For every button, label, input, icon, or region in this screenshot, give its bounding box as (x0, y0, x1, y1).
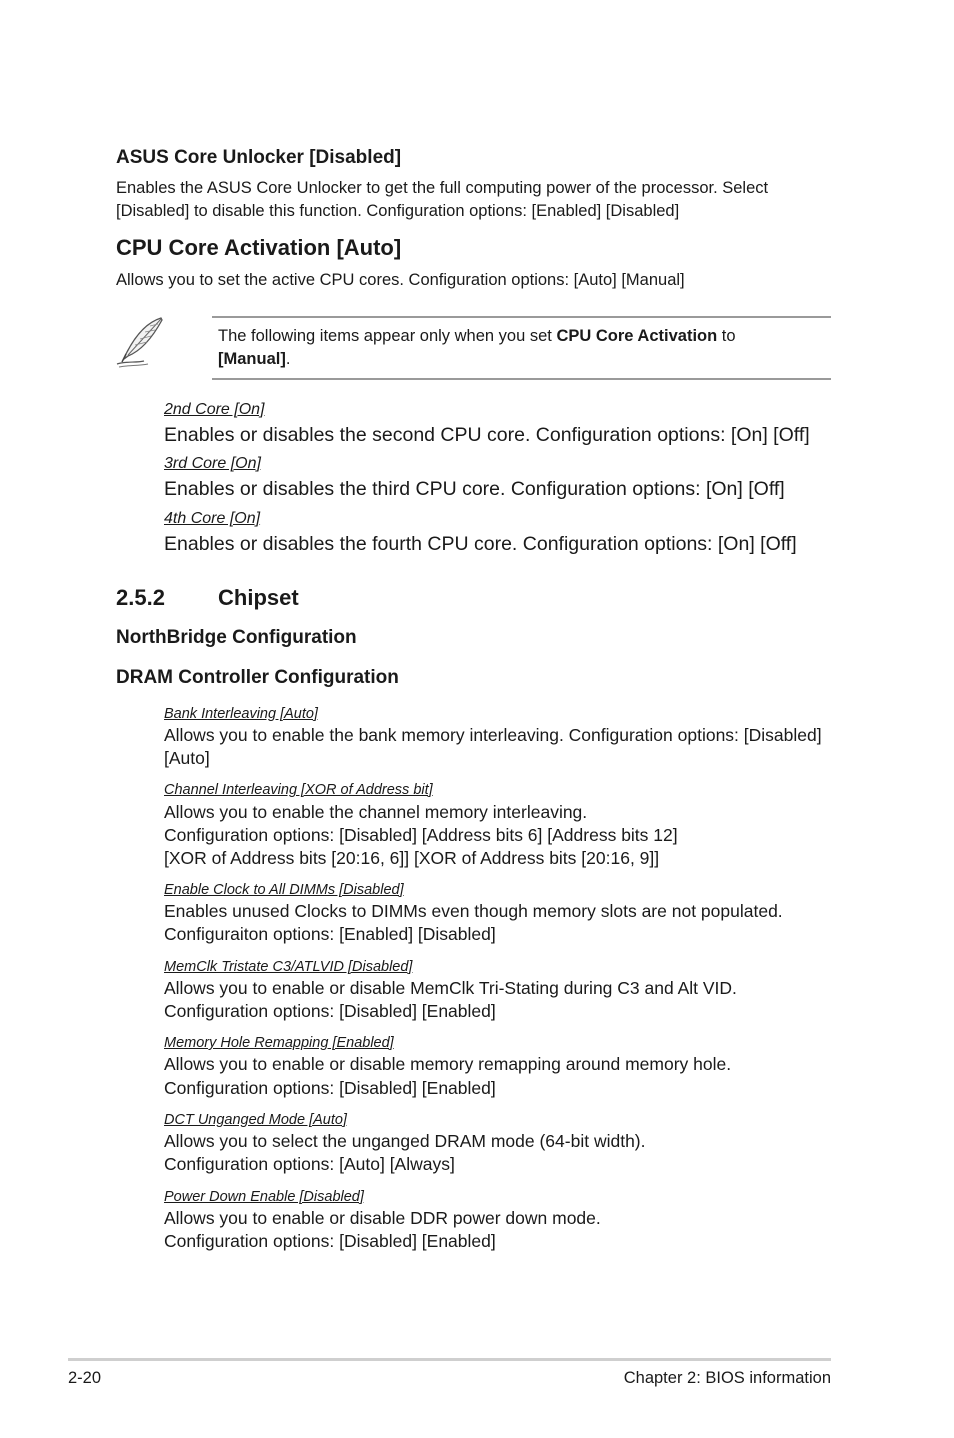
chipset-section-number: 2.5.2 (116, 585, 165, 610)
note-top-rule (212, 316, 831, 318)
note-manual-bold: [Manual] (218, 350, 286, 368)
note-text-pre: The following items appear only when you set (218, 327, 557, 345)
memclk-tristate-line1: Allows you to enable or disable MemClk Tri-Stating during C3 and Alt VID. (164, 978, 737, 998)
note-bottom-rule (212, 378, 831, 380)
dram-heading: DRAM Controller Configuration (116, 667, 399, 688)
channel-interleaving-title: Channel Interleaving [XOR of Address bit] (164, 782, 433, 798)
bank-interleaving-line2: [Auto] (164, 748, 210, 768)
footer-page-number: 2-20 (68, 1369, 102, 1387)
channel-interleaving-line2: Configuration options: [Disabled] [Address bits 6] [Address bits 12] (164, 825, 678, 845)
note-text-line1 (218, 325, 736, 348)
bank-interleaving-title: Bank Interleaving [Auto] (164, 706, 318, 722)
memory-hole-line2: Configuration options: [Disabled] [Enabled] (164, 1078, 496, 1098)
note-text-post: to (717, 327, 736, 345)
core-unlocker-heading: ASUS Core Unlocker [Disabled] (116, 147, 402, 168)
memory-hole-line1: Allows you to enable or disable memory remapping around memory hole. (164, 1054, 732, 1074)
power-down-line1: Allows you to enable or disable DDR power down mode. (164, 1208, 601, 1228)
channel-interleaving-line1: Allows you to enable the channel memory interleaving. (164, 802, 588, 822)
enable-clock-line1: Enables unused Clocks to DIMMs even though memory slots are not populated. (164, 901, 783, 921)
dct-unganged-title: DCT Unganged Mode [Auto] (164, 1112, 347, 1128)
memclk-tristate-title: MemClk Tristate C3/ATLVID [Disabled] (164, 959, 413, 975)
footer-rule (68, 1358, 831, 1361)
northbridge-heading: NorthBridge Configuration (116, 627, 357, 648)
power-down-title: Power Down Enable [Disabled] (164, 1189, 364, 1205)
note-period: . (285, 350, 291, 368)
core-2-desc: Enables or disables the second CPU core. Configuration options: [On] [Off] (164, 424, 810, 446)
channel-interleaving-line3: [XOR of Address bits [20:16, 6]] [XOR of Address bits [20:16, 9]] (164, 848, 660, 868)
core-4-title: 4th Core [On] (164, 510, 261, 527)
core-3-title: 3rd Core [On] (164, 455, 261, 472)
note-quill-icon (114, 314, 170, 370)
dct-unganged-line2: Configuration options: [Auto] [Always] (164, 1154, 455, 1174)
memclk-tristate-line2: Configuration options: [Disabled] [Enabled] (164, 1001, 496, 1021)
core-2-title: 2nd Core [On] (164, 401, 265, 418)
note-text-line2 (218, 348, 290, 371)
core-activation-desc: Allows you to set the active CPU cores. Configuration options: [Auto] [Manual] (116, 271, 685, 289)
core-3-desc: Enables or disables the third CPU core. Configuration options: [On] [Off] (164, 478, 785, 500)
core-unlocker-desc-line1: Enables the ASUS Core Unlocker to get the full computing power of the processor. Select (116, 179, 769, 197)
core-activation-heading: CPU Core Activation [Auto] (116, 235, 402, 260)
dct-unganged-line1: Allows you to select the unganged DRAM mode (64-bit width). (164, 1131, 646, 1151)
memory-hole-title: Memory Hole Remapping [Enabled] (164, 1035, 394, 1051)
footer-chapter: Chapter 2: BIOS information (623, 1369, 831, 1387)
note-text-bold: CPU Core Activation (556, 327, 718, 345)
bank-interleaving-line1: Allows you to enable the bank memory interleaving. Configuration options: [Disabled] (164, 725, 822, 745)
chipset-section-title: Chipset (218, 585, 299, 610)
core-unlocker-desc-line2: [Disabled] to disable this function. Configuration options: [Enabled] [Disabled] (116, 202, 680, 220)
power-down-line2: Configuration options: [Disabled] [Enabled] (164, 1231, 496, 1251)
enable-clock-line2: Configuraiton options: [Enabled] [Disabled] (164, 924, 496, 944)
core-4-desc: Enables or disables the fourth CPU core. Configuration options: [On] [Off] (164, 533, 797, 555)
enable-clock-title: Enable Clock to All DIMMs [Disabled] (164, 882, 404, 898)
